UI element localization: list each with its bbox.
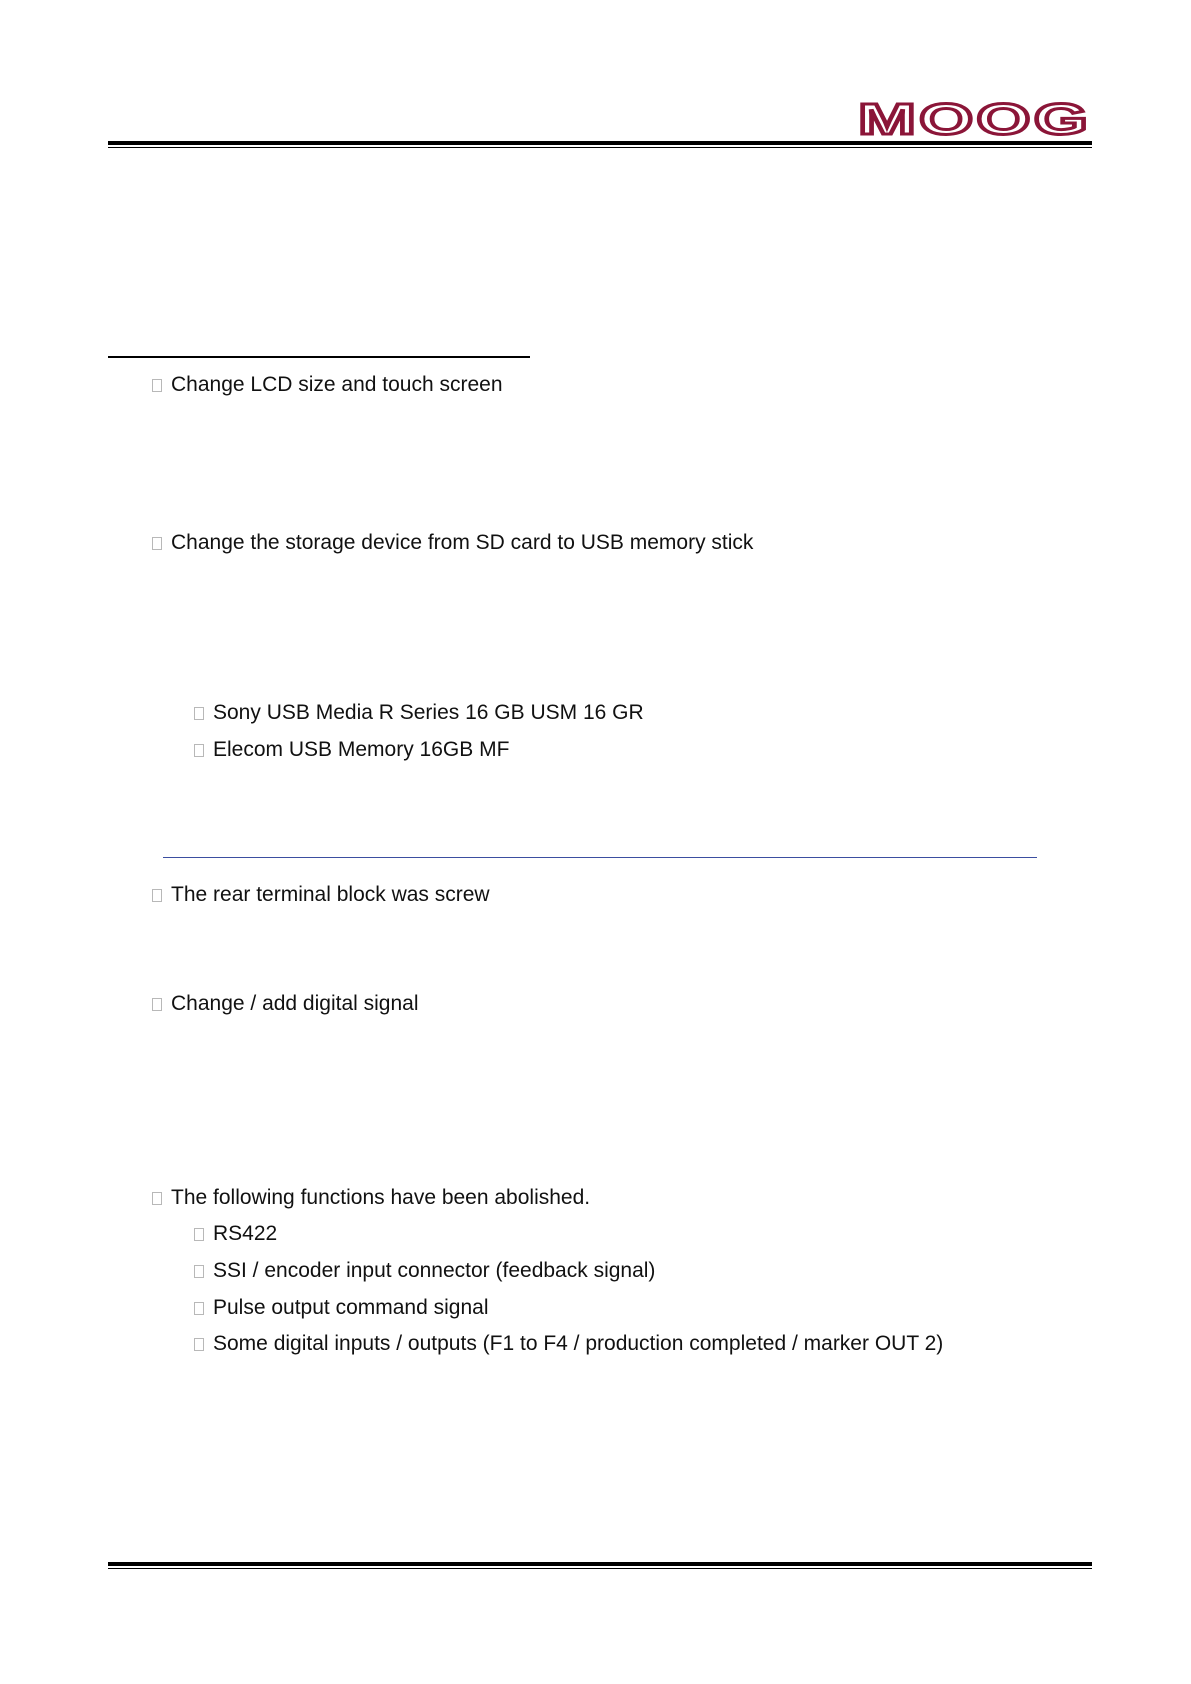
svg-text:MOOG: MOOG <box>858 96 1091 138</box>
bullet-box-icon <box>194 744 204 757</box>
list-item-device <box>194 700 644 726</box>
item-text: The following functions have been abolished. <box>171 1186 591 1209</box>
bullet-box-icon <box>152 998 162 1011</box>
list-item-storage <box>152 530 753 556</box>
bullet-box-icon <box>152 379 162 392</box>
list-item-abolished-sub <box>194 1331 943 1357</box>
bullet-box-icon <box>152 889 162 902</box>
item-text: The rear terminal block was screw <box>171 883 490 906</box>
section-divider <box>163 857 1037 858</box>
list-item-abolished-sub <box>194 1295 489 1321</box>
list-item-abolished <box>152 1185 590 1211</box>
bullet-box-icon <box>194 707 204 720</box>
item-text: Change LCD size and touch screen <box>171 373 503 396</box>
list-item-lcd <box>152 372 503 398</box>
item-text: Change / add digital signal <box>171 992 419 1015</box>
list-item-terminal <box>152 882 490 908</box>
header-rule-thick <box>108 141 1092 145</box>
item-text: Some digital inputs / outputs (F1 to F4 / production completed / marker OUT 2) <box>213 1332 944 1355</box>
bullet-box-icon <box>194 1338 204 1351</box>
item-text: Sony USB Media R Series 16 GB USM 16 GR <box>213 701 644 724</box>
moog-logo <box>858 96 1093 138</box>
footer-rule-thick <box>108 1562 1092 1566</box>
bullet-box-icon <box>152 1192 162 1205</box>
item-text: Pulse output command signal <box>213 1296 489 1319</box>
footer-rule-thin <box>108 1568 1092 1569</box>
item-text: Elecom USB Memory 16GB MF <box>213 738 510 761</box>
list-item-digital <box>152 991 419 1017</box>
list-item-abolished-sub <box>194 1221 277 1247</box>
item-text: Change the storage device from SD card to USB memory stick <box>171 531 754 554</box>
item-text: SSI / encoder input connector (feedback signal) <box>213 1259 656 1282</box>
section-rule <box>108 356 530 358</box>
item-text: RS422 <box>213 1222 278 1245</box>
list-item-device <box>194 737 509 763</box>
bullet-box-icon <box>194 1265 204 1278</box>
header-rule-thin <box>108 147 1092 148</box>
bullet-box-icon <box>152 537 162 550</box>
bullet-box-icon <box>194 1228 204 1241</box>
list-item-abolished-sub <box>194 1258 655 1284</box>
bullet-box-icon <box>194 1302 204 1315</box>
